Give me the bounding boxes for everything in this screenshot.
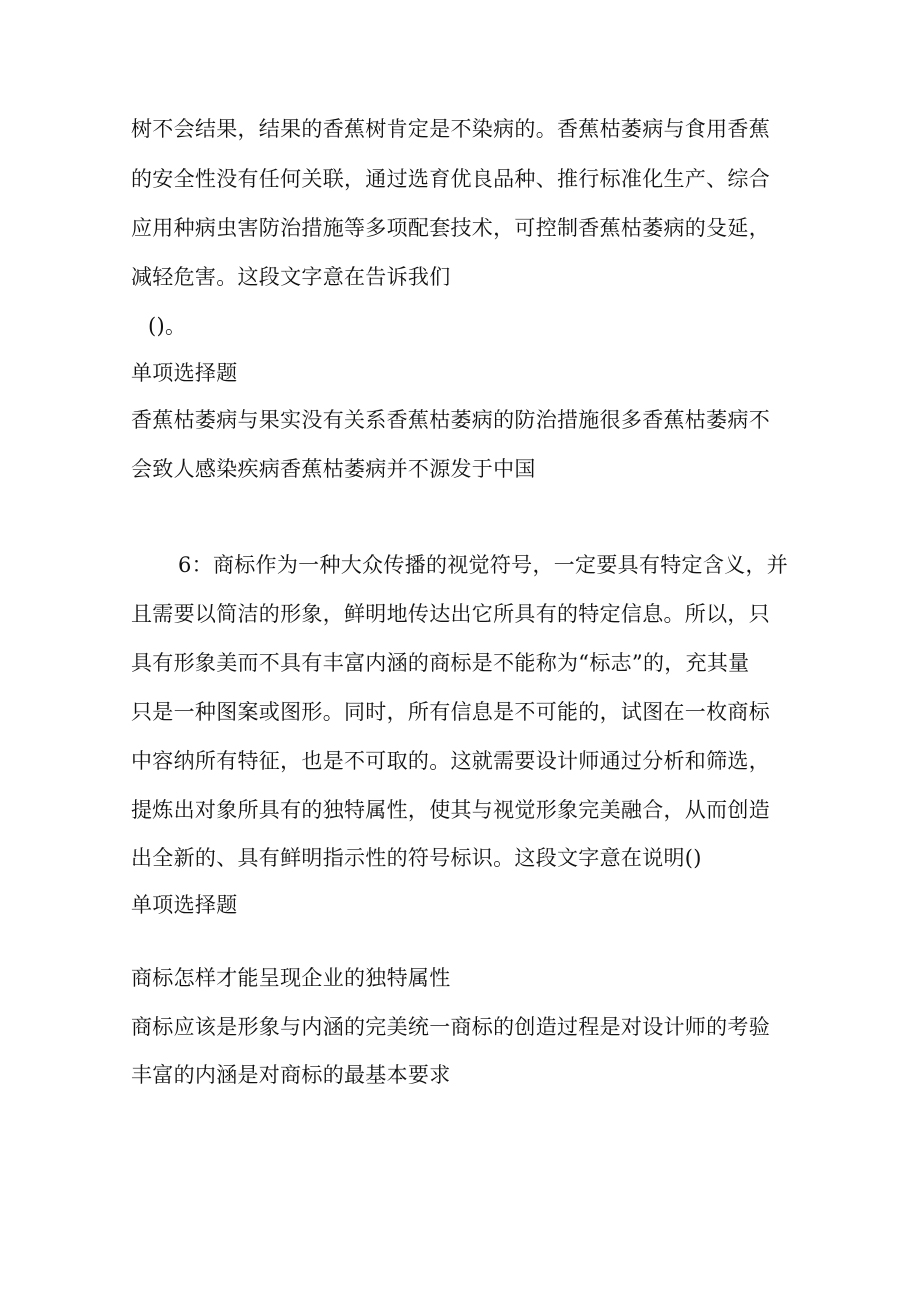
q5-text-line-2: 的安全性没有任何关联，通过选育优良品种、推行标准化生产、综合 (131, 167, 770, 191)
q6-options-line-3: 丰富的内涵是对商标的最基本要求 (131, 1063, 451, 1087)
q6-text-line-7: 出全新的、具有鲜明指示性的符号标识。这段文字意在说明() (131, 846, 702, 870)
q5-text-line-1: 树不会结果，结果的香蕉树肯定是不染病的。香蕉枯萎病与食用香蕉 (131, 117, 770, 141)
q6-text-line-4: 只是一种图案或图形。同时，所有信息是不可能的，试图在一枚商标 (131, 700, 770, 724)
q6-text-line-2: 且需要以简洁的形象，鲜明地传达出它所具有的特定信息。所以，只 (131, 602, 770, 626)
q6-options-line-1: 商标怎样才能呈现企业的独特属性 (131, 966, 451, 990)
q6-text-line-5: 中容纳所有特征，也是不可取的。这就需要设计师通过分析和筛选， (131, 749, 770, 773)
q6-question-type: 单项选择题 (131, 893, 238, 917)
q5-answer-blank: ()。 (148, 314, 187, 338)
q6-text-line-6: 提炼出对象所具有的独特属性，使其与视觉形象完美融合，从而创造 (131, 798, 770, 822)
q5-question-type: 单项选择题 (131, 361, 238, 385)
q5-options-line-2: 会致人感染疾病香蕉枯萎病并不源发于中国 (131, 457, 536, 481)
q5-text-line-4: 减轻危害。这段文字意在告诉我们 (131, 265, 451, 289)
q5-options-line-1: 香蕉枯萎病与果实没有关系香蕉枯萎病的防治措施很多香蕉枯萎病不 (131, 408, 770, 432)
q5-text-line-3: 应用种病虫害防治措施等多项配套技术，可控制香蕉枯萎病的殳延， (131, 216, 770, 240)
q6-options-line-2: 商标应该是形象与内涵的完美统一商标的创造过程是对设计师的考验 (131, 1015, 770, 1039)
q6-text-line-1: 6：商标作为一种大众传播的视觉符号，一定要具有特定含义，并 (178, 553, 789, 577)
q6-text-line-3: 具有形象美而不具有丰富内涵的商标是不能称为“标志”的，充其量 (131, 651, 750, 675)
